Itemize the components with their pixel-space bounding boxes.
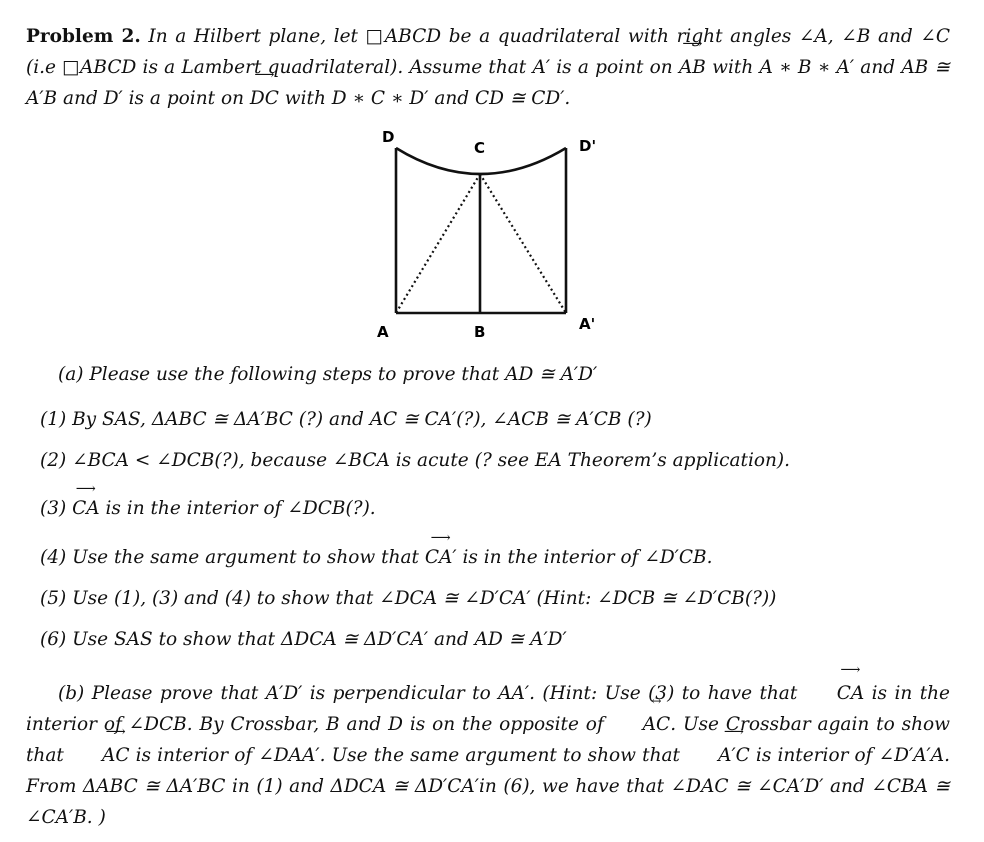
part-b-text-2: is in the interior of ∠DCB. By Crossbar, B and D is on the opposite of bbox=[26, 683, 951, 735]
label-d: D bbox=[382, 128, 395, 146]
dotted-segment-ca-prime bbox=[480, 174, 566, 313]
statement-text-c: with D ∗ C ∗ D′ and CD ≅ CD′. bbox=[278, 88, 571, 109]
step-4-suffix: is in the interior of ∠D′CB. bbox=[456, 547, 713, 568]
part-b-text-3: . Use Crossbar again to show that bbox=[26, 714, 950, 766]
part-a-step-1: (1) By SAS, ΔABC ≅ ΔA′BC (?) and AC ≅ CA′(?), ∠ACB ≅ A′CB (?) bbox=[40, 409, 652, 430]
problem-statement bbox=[26, 21, 950, 114]
part-a-step-4 bbox=[40, 546, 713, 570]
lambert-quadrilateral-figure bbox=[360, 122, 620, 344]
step-3-suffix: is in the interior of ∠DCB(?). bbox=[99, 498, 376, 519]
label-d-prime: D' bbox=[579, 137, 597, 155]
part-a-step-2: (2) ∠BCA < ∠DCB(?), because ∠BCA is acute (? see EA Theorem’s application). bbox=[40, 450, 791, 471]
ray-ca: ⟶ CA bbox=[72, 497, 100, 521]
step-3-prefix: (3) bbox=[40, 498, 73, 519]
part-b-ray-a-prime-c: ⟶ A′C bbox=[686, 740, 750, 771]
part-b-ray-ac: ⟶ AC bbox=[70, 740, 130, 771]
part-b-line-ac: ↔ AC bbox=[611, 709, 671, 740]
statement-text-b: with A ∗ B ∗ A′ and AB ≅ A′B and D′ is a point on bbox=[26, 57, 951, 109]
problem-heading: Problem 2. bbox=[26, 26, 141, 47]
ray-ab: ⟶ AB bbox=[679, 52, 706, 83]
part-a-step-6: (6) Use SAS to show that ΔDCA ≅ ΔD′CA′ and AD ≅ A′D′ bbox=[40, 629, 567, 650]
part-b-text-5: is interior of ∠D′A′A. From ΔABC ≅ ΔA′BC in (1) and ΔDCA ≅ ΔD′CA′in (6), we have that ∠DAC ≅ ∠CA′D′ and ∠CBA ≅ ∠CA′B. ) bbox=[26, 745, 950, 828]
dotted-segment-ca bbox=[396, 174, 480, 313]
label-a: A bbox=[377, 323, 389, 341]
label-b: B bbox=[474, 323, 486, 341]
ray-dc: ⟶ DC bbox=[250, 83, 279, 114]
part-a-step-3 bbox=[40, 497, 376, 521]
part-b bbox=[26, 678, 950, 833]
part-b-ray-ca: ⟶ CA bbox=[805, 678, 865, 709]
label-a-prime: A' bbox=[579, 315, 596, 333]
statement-text-a: In a Hilbert plane, let □ABCD be a quadrilateral with right angles ∠A, ∠B and ∠C (i.e □ABCD is a Lambert quadrilateral). Assume that A′ is a point on bbox=[26, 26, 951, 78]
part-a-intro: (a) Please use the following steps to prove that AD ≅ A′D′ bbox=[58, 364, 598, 385]
part-b-text-1: (b) Please prove that A′D′ is perpendicular to AA′. (Hint: Use (3) to have that bbox=[58, 683, 805, 704]
ray-ca-prime: ⟶ CA′ bbox=[425, 546, 457, 570]
label-c: C bbox=[474, 139, 486, 157]
figure-svg bbox=[360, 122, 620, 344]
step-4-prefix: (4) Use the same argument to show that bbox=[40, 547, 425, 568]
part-b-text-4: is interior of ∠DAA′. Use the same argument to show that bbox=[129, 745, 687, 766]
part-a-step-5: (5) Use (1), (3) and (4) to show that ∠DCA ≅ ∠D′CA′ (Hint: ∠DCB ≅ ∠D′CB(?)) bbox=[40, 588, 777, 609]
